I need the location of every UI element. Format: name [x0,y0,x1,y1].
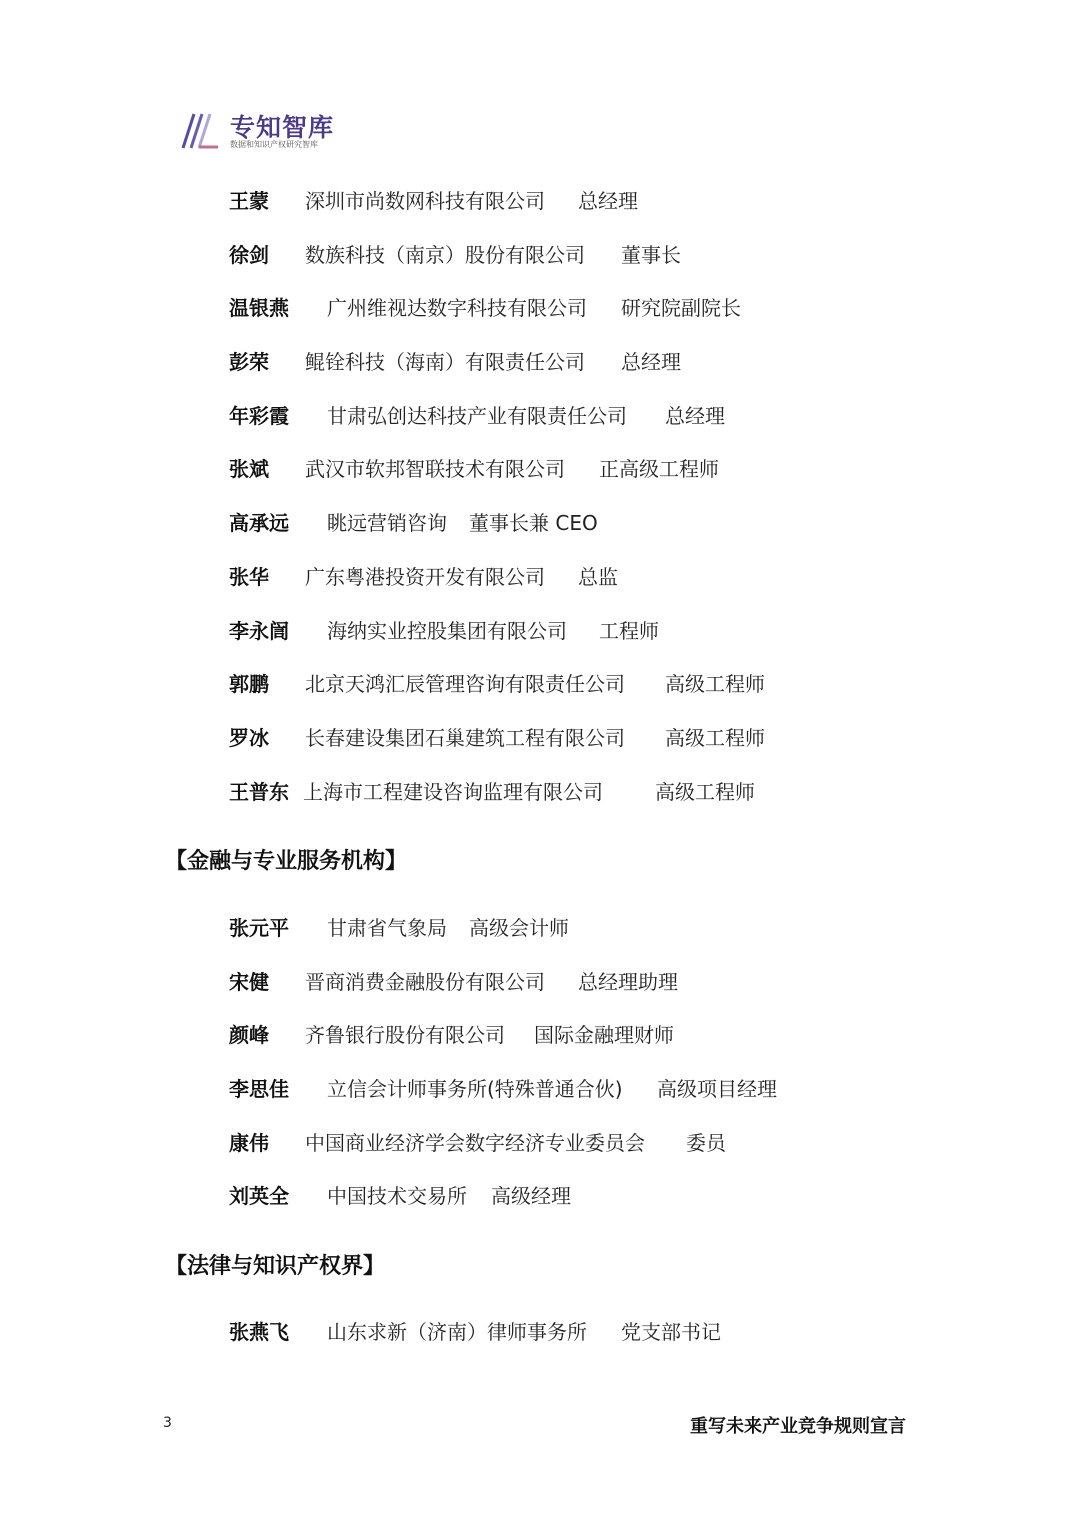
member-org: 北京天鸿汇辰管理咨询有限责任公司 [305,672,625,697]
section-heading-law: 【法律与知识产权界】 [165,1254,386,1279]
member-row [0,455,1080,509]
member-title: 国际金融理财师 [534,1023,674,1048]
member-org: 广州维视达数字科技有限公司 [327,296,587,321]
member-title: 总经理 [621,350,681,375]
member-name: 李永訚 [229,618,289,643]
member-row [0,914,1080,968]
member-row [0,402,1080,456]
member-title: 正高级工程师 [599,457,719,482]
member-org: 海纳实业控股集团有限公司 [327,618,567,643]
member-name: 颜峰 [229,1023,269,1048]
member-row [0,348,1080,402]
member-name: 王普东 [229,779,289,804]
member-name: 温银燕 [229,296,289,321]
member-row [0,241,1080,295]
member-row [0,294,1080,348]
member-title: 高级会计师 [469,916,569,940]
member-name: 年彩霞 [229,403,289,428]
member-list-industry [0,187,1080,831]
member-org: 甘肃省气象局 [327,916,447,940]
member-row [0,617,1080,671]
member-title: 高级工程师 [665,725,765,750]
page-number: 3 [163,1415,172,1431]
member-org: 鲲铨科技（海南）有限责任公司 [305,350,585,375]
member-org: 上海市工程建设咨询监理有限公司 [303,779,603,804]
member-row [0,778,1080,832]
member-row [0,1075,1080,1129]
member-org: 甘肃弘创达科技产业有限责任公司 [327,403,627,428]
member-name: 刘英全 [229,1184,289,1209]
member-name: 徐剑 [229,242,269,267]
member-title: 总经理助理 [578,969,678,994]
member-title: 总经理 [665,403,725,428]
member-org: 山东求新（济南）律师事务所 [327,1320,587,1344]
logo-title: 专知智库 [230,113,335,142]
member-row [0,187,1080,241]
member-row [0,670,1080,724]
member-row [0,1021,1080,1075]
member-row [0,724,1080,778]
member-title: 高级项目经理 [657,1077,777,1102]
member-list-finance [0,914,1080,1236]
member-org: 眺远营销咨询 [327,511,447,536]
member-name: 张斌 [229,457,269,482]
member-name: 罗冰 [229,725,269,750]
member-title: 委员 [686,1130,726,1155]
logo [180,108,380,152]
logo-mark-icon [180,112,220,150]
member-org: 立信会计师事务所(特殊普通合伙) [327,1077,623,1102]
member-name: 李思佳 [229,1077,289,1102]
member-row [0,1318,1080,1372]
member-title: 工程师 [599,618,659,643]
member-list-law [0,1318,1080,1372]
footer-title: 重写未来产业竞争规则宣言 [690,1416,906,1437]
member-row [0,968,1080,1022]
member-org: 晋商消费金融股份有限公司 [305,969,545,994]
member-name: 高承远 [229,511,289,536]
member-title: 高级工程师 [655,779,755,804]
member-org: 武汉市软邦智联技术有限公司 [305,457,565,482]
logo-subtitle: 数据和知识产权研究智库 [230,140,318,149]
member-row [0,1129,1080,1183]
member-org: 齐鲁银行股份有限公司 [305,1023,505,1048]
member-name: 张燕飞 [229,1320,289,1344]
member-title: 党支部书记 [621,1320,721,1344]
member-title: 总经理 [578,189,638,213]
member-name: 康伟 [229,1130,269,1155]
member-name: 彭荣 [229,350,269,375]
member-title: 董事长 [621,242,681,267]
member-name: 郭鹏 [229,672,269,697]
member-org: 深圳市尚数网科技有限公司 [305,189,545,213]
member-name: 王蒙 [229,189,269,213]
member-title: 高级工程师 [665,672,765,697]
member-org: 中国商业经济学会数字经济专业委员会 [305,1130,645,1155]
member-name: 宋健 [229,969,269,994]
member-org: 中国技术交易所 [327,1184,467,1209]
member-row [0,563,1080,617]
member-org: 长春建设集团石巢建筑工程有限公司 [305,725,625,750]
member-name: 张元平 [229,916,289,940]
member-name: 张华 [229,564,269,589]
member-org: 数族科技（南京）股份有限公司 [305,242,585,267]
member-row [0,509,1080,563]
member-org: 广东粤港投资开发有限公司 [305,564,545,589]
section-heading-finance: 【金融与专业服务机构】 [165,849,408,874]
member-title: 总监 [578,564,618,589]
member-title: 高级经理 [491,1184,571,1209]
member-title: 董事长兼 CEO [469,511,598,536]
member-title: 研究院副院长 [621,296,741,321]
member-row [0,1182,1080,1236]
